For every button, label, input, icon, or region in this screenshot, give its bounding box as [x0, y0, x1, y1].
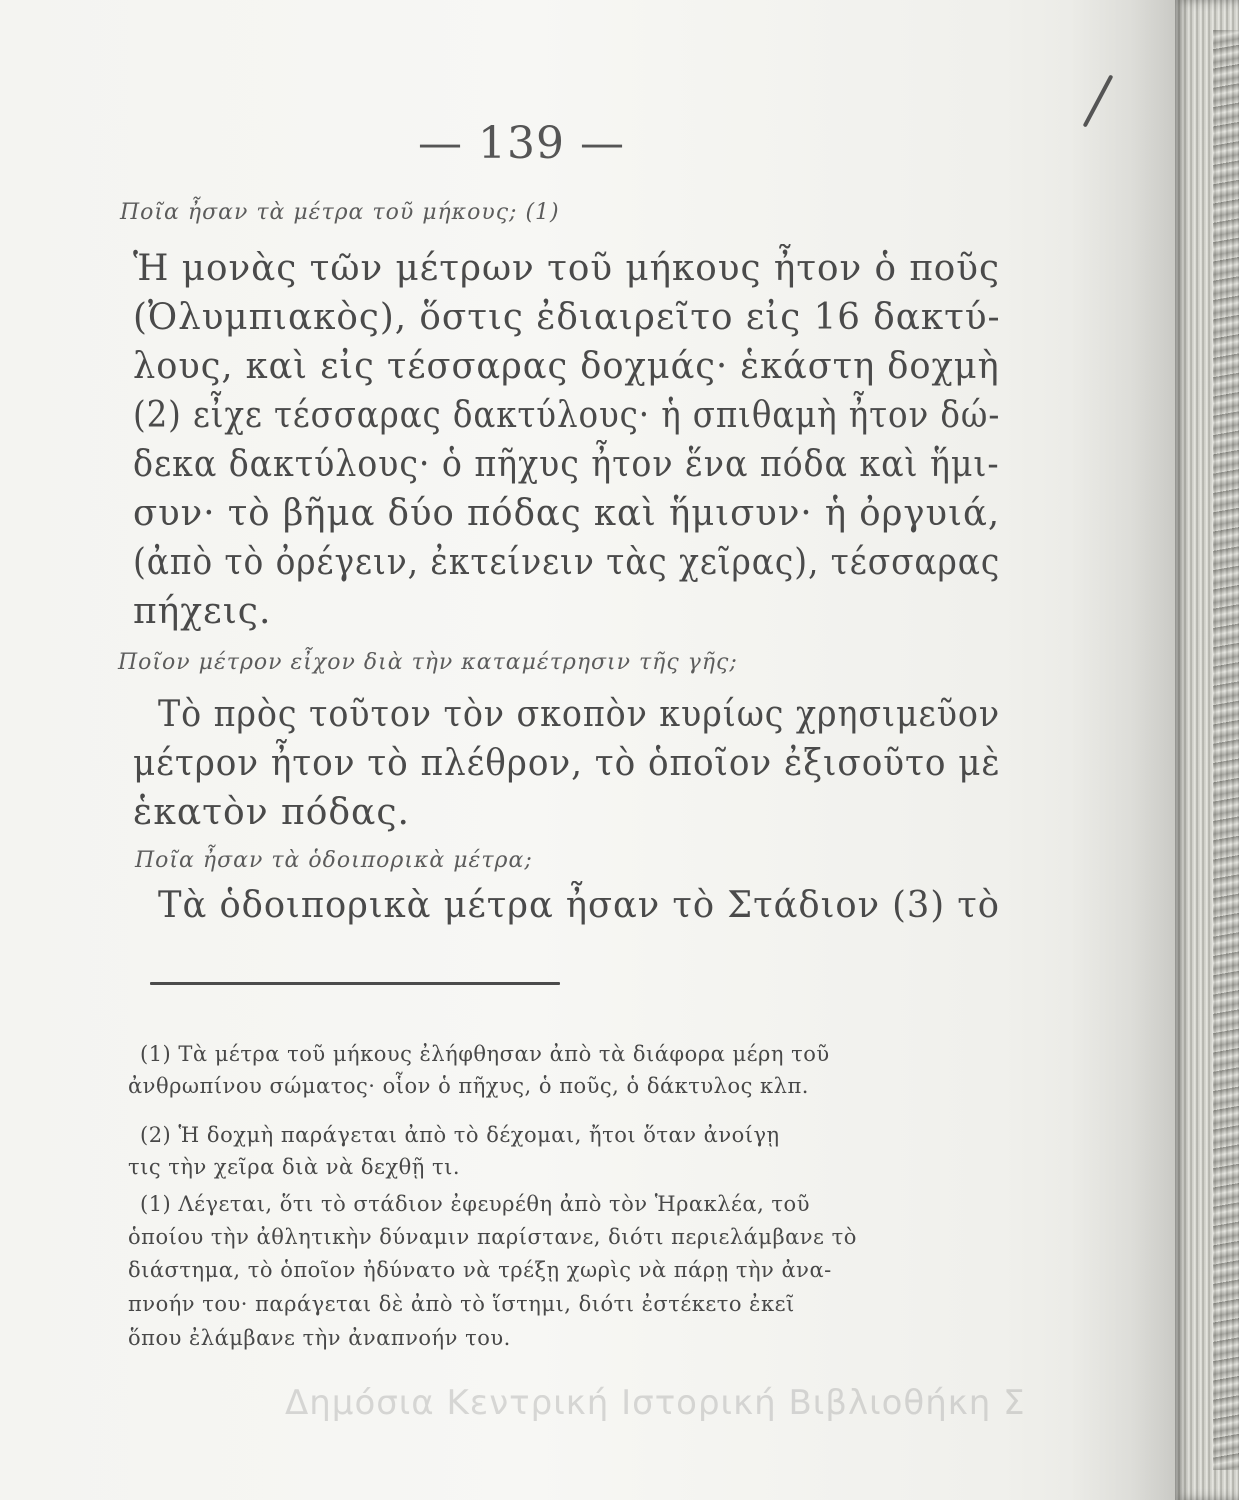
answer-1-line-7: (ἀπὸ τὸ ὀρέγειν, ἐκτείνειν τὰς χεῖρας), τέσσαρας — [133, 542, 1001, 583]
question-1: Ποῖα ἦσαν τὰ μέτρα τοῦ μήκους; (1) — [120, 200, 560, 225]
answer-2-line-2: μέτρον ἦτον τὸ πλέθρον, τὸ ὁποῖον ἐξισοῦτο μὲ — [133, 743, 1001, 784]
footnote-3-line-1: (1) Λέγεται, ὅτι τὸ στάδιον ἐφευρέθη ἀπὸ τὸν Ἡρακλέα, τοῦ — [140, 1192, 810, 1216]
question-3: Ποῖα ἦσαν τὰ ὁδοιπορικὰ μέτρα; — [135, 848, 533, 873]
answer-1-line-8: πήχεις. — [133, 591, 272, 632]
answer-1-line-2: (Ὀλυμπιακὸς), ὅστις ἐδιαιρεῖτο εἰς 16 δακτύ- — [133, 297, 1001, 338]
answer-1-line-1: Ἡ μονὰς τῶν μέτρων τοῦ μήκους ἦτον ὁ ποῦς — [133, 248, 1000, 289]
footnote-1-line-2: ἀνθρωπίνου σώματος· οἷον ὁ πῆχυς, ὁ ποῦς, ὁ δάκτυλος κλπ. — [128, 1074, 809, 1098]
answer-1-line-5: δεκα δακτύλους· ὁ πῆχυς ἦτον ἕνα πόδα καὶ ἥμι- — [133, 444, 1000, 485]
library-watermark: Δημόσια Κεντρική Ιστορική Βιβλιοθήκη Σ — [285, 1383, 1026, 1423]
book-page-edges — [1175, 0, 1239, 1500]
gutter-shadow — [1070, 0, 1175, 1500]
footnote-2-line-2: τις τὴν χεῖρα διὰ νὰ δεχθῇ τι. — [128, 1155, 460, 1179]
edge-marbling — [1213, 30, 1239, 1470]
footnote-3-line-2: ὁποίου τὴν ἀθλητικὴν δύναμιν παρίστανε, διότι περιελάμβανε τὸ — [128, 1225, 857, 1249]
page-number: — 139 — — [418, 118, 625, 169]
footnote-1-line-1: (1) Τὰ μέτρα τοῦ μήκους ἐλήφθησαν ἀπὸ τὰ διάφορα μέρη τοῦ — [140, 1042, 830, 1066]
footnote-2-line-1: (2) Ἡ δοχμὴ παράγεται ἀπὸ τὸ δέχομαι, ἤτοι ὅταν ἀνοίγῃ — [140, 1123, 780, 1147]
footnote-3-line-5: ὅπου ἐλάμβανε τὴν ἀναπνοήν του. — [128, 1326, 511, 1350]
answer-1-line-4: (2) εἶχε τέσσαρας δακτύλους· ἡ σπιθαμὴ ἦτον δώ- — [133, 395, 1001, 436]
footnote-rule — [150, 982, 560, 985]
question-2: Ποῖον μέτρον εἶχον διὰ τὴν καταμέτρησιν τῆς γῆς; — [118, 650, 738, 675]
footnote-3-line-3: διάστημα, τὸ ὁποῖον ἠδύνατο νὰ τρέξῃ χωρὶς νὰ πάρῃ τὴν ἀνα- — [128, 1258, 832, 1282]
answer-3-line-1: Τὰ ὁδοιπορικὰ μέτρα ἦσαν τὸ Στάδιον (3) τὸ — [158, 885, 1000, 926]
answer-2-line-3: ἑκατὸν πόδας. — [133, 792, 410, 833]
answer-1-line-3: λους, καὶ εἰς τέσσαρας δοχμάς· ἑκάστη δοχμὴ — [133, 346, 1000, 387]
answer-2-line-1: Τὸ πρὸς τοῦτον τὸν σκοπὸν κυρίως χρησιμεῦον — [158, 694, 1001, 735]
answer-1-line-6: συν· τὸ βῆμα δύο πόδας καὶ ἥμισυν· ἡ ὀργυιά, — [133, 493, 1001, 534]
footnote-3-line-4: πνοήν του· παράγεται δὲ ἀπὸ τὸ ἵστημι, διότι ἐστέκετο ἐκεῖ — [128, 1292, 795, 1316]
